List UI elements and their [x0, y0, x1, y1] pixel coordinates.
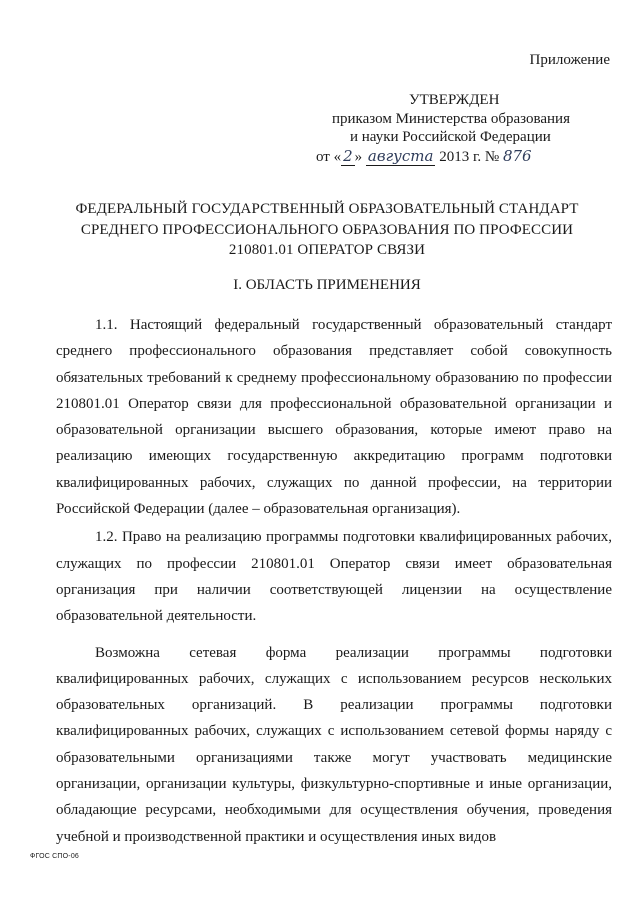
paragraph-1-1: 1.1. Настоящий федеральный государственный образовательный стандарт среднего профессионального образования представляет собой совокупность обязательных требований к среднему профессиональному образованию по профессии 210801.01 Оператор связи для профессиональной образовательной организации и образовательной организации высшего образования, которые имеют право на реализацию имеющих государственную аккредитацию программ подготовки квалифицированных рабочих, служащих по данной профессии, на территории Российской Федерации (далее – образовательная организация).	[56, 317, 612, 518]
handwritten-order-number: 876	[502, 146, 532, 165]
date-mid: »	[354, 148, 363, 165]
year-text: 2013 г. №	[439, 148, 500, 165]
handwritten-month: августа	[367, 146, 434, 165]
paragraph-network-form: Возможна сетевая форма реализации программы подготовки квалифицированных рабочих, служащих с использованием ресурсов нескольких образовательных организаций. В реализации программы подготовки квалифицированных рабочих, служащих с использованием сетевой формы наряду с образовательными организациями также могут участвовать медицинские организации, организации культуры, физкультурно-спортивные и иные организации, обладающие ресурсами, необходимыми для осуществления обучения, проведения учебной и производственной практики и осуществления иных видов	[56, 644, 612, 845]
approved-label: УТВЕРЖДЕН	[409, 92, 500, 108]
order-line: приказом Министерства образования	[332, 110, 570, 127]
paragraph-1-2: 1.2. Право на реализацию программы подготовки квалифицированных рабочих, служащих по профессии 210801.01 Оператор связи имеет образовательная организация при наличии соответствующей лицензии на осуществление образовательной деятельности.	[56, 529, 612, 625]
title-line-1: ФЕДЕРАЛЬНЫЙ ГОСУДАРСТВЕННЫЙ ОБРАЗОВАТЕЛЬНЫЙ СТАНДАРТ	[75, 201, 579, 217]
footer-code: ФГОС СПО-06	[30, 853, 80, 860]
approval-block	[312, 91, 612, 166]
title-line-3: 210801.01 ОПЕРАТОР СВЯЗИ	[228, 242, 426, 258]
appendix-label: Приложение	[529, 52, 610, 68]
title-line-2: СРЕДНЕГО ПРОФЕССИОНАЛЬНОГО ОБРАЗОВАНИЯ ПО ПРОФЕССИИ	[80, 221, 574, 238]
handwritten-day: 2	[343, 146, 353, 165]
section-body	[56, 312, 612, 852]
order-date-line	[312, 147, 612, 167]
date-prefix: от «	[316, 148, 342, 165]
ministry-line: и науки Российской Федерации	[350, 129, 551, 145]
section-heading: I. ОБЛАСТЬ ПРИМЕНЕНИЯ	[233, 277, 421, 293]
document-title	[40, 199, 614, 261]
